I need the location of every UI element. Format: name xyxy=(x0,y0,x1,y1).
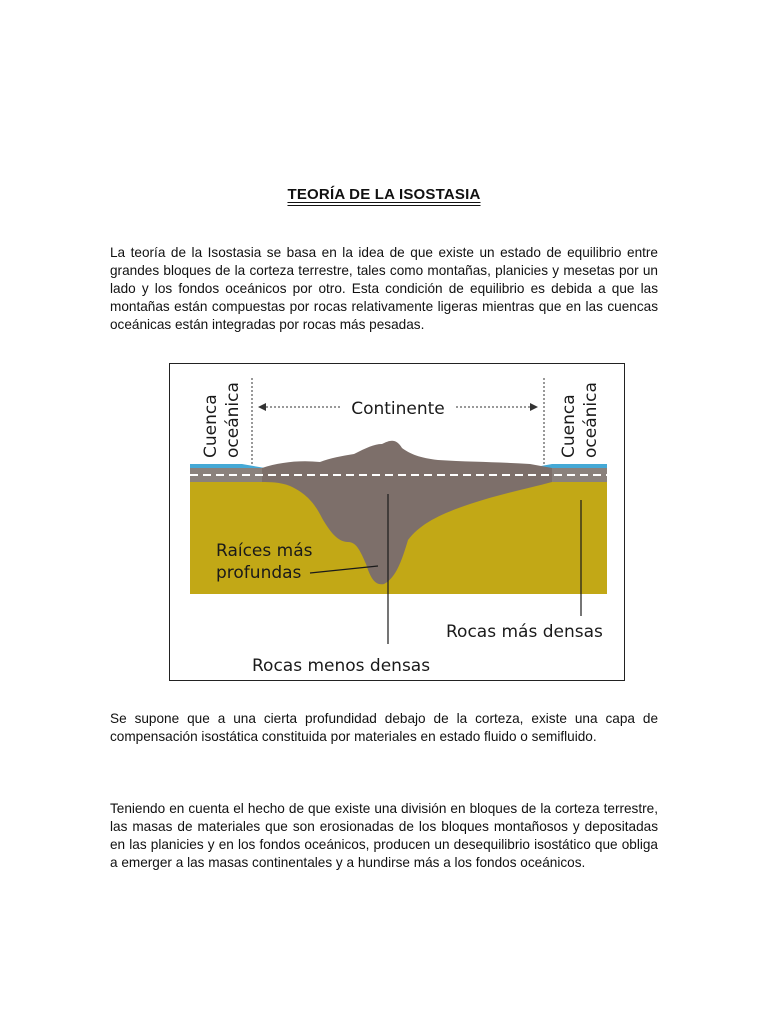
roots-label-line2: profundas xyxy=(216,563,302,583)
page-title: TEORÍA DE LA ISOSTASIA xyxy=(287,186,481,203)
less-dense-rocks-label: Rocas menos densas xyxy=(252,656,431,676)
roots-label-line1: Raíces más xyxy=(216,541,313,561)
ocean-left xyxy=(190,464,265,468)
continent-label: Continente xyxy=(351,399,445,419)
continent-arrowhead-right xyxy=(530,403,538,411)
left-basin-label-line2: oceánica xyxy=(223,382,243,458)
left-basin-label-line1: Cuenca xyxy=(201,394,221,458)
paragraph-compensation: Se supone que a una cierta profundidad debajo de la corteza, existe una capa de compensación isostática constituida por materiales en estado fluido o semifluido. xyxy=(110,711,658,744)
right-basin-label-line2: oceánica xyxy=(581,382,601,458)
isostasy-diagram-svg xyxy=(170,364,624,680)
denser-rocks-label: Rocas más densas xyxy=(446,622,603,642)
isostasy-diagram xyxy=(169,363,625,681)
paragraph-imbalance: Teniendo en cuenta el hecho de que existe una división en bloques de la corteza terrestre, las masas de materiales que son erosionadas de los bloques montañosos y depositadas en las planicies y en los fondos oceánicos, producen un desequilibrio isostático que obliga a emerger a las masas continentales y a hundirse más a los fondos oceánicos. xyxy=(110,801,658,870)
paragraph-intro: La teoría de la Isostasia se basa en la idea de que existe un estado de equilibrio entre grandes bloques de la corteza terrestre, tales como montañas, planicies y mesetas por un lado y los fondos oceánicos por otro. Esta condición de equilibrio es debida a que las montañas están compuestas por rocas relativamente ligeras mientras que en las cuencas oceánicas están integradas por rocas más pesadas. xyxy=(110,245,658,332)
right-basin-label-line1: Cuenca xyxy=(559,394,579,458)
continent-arrowhead-left xyxy=(258,403,266,411)
